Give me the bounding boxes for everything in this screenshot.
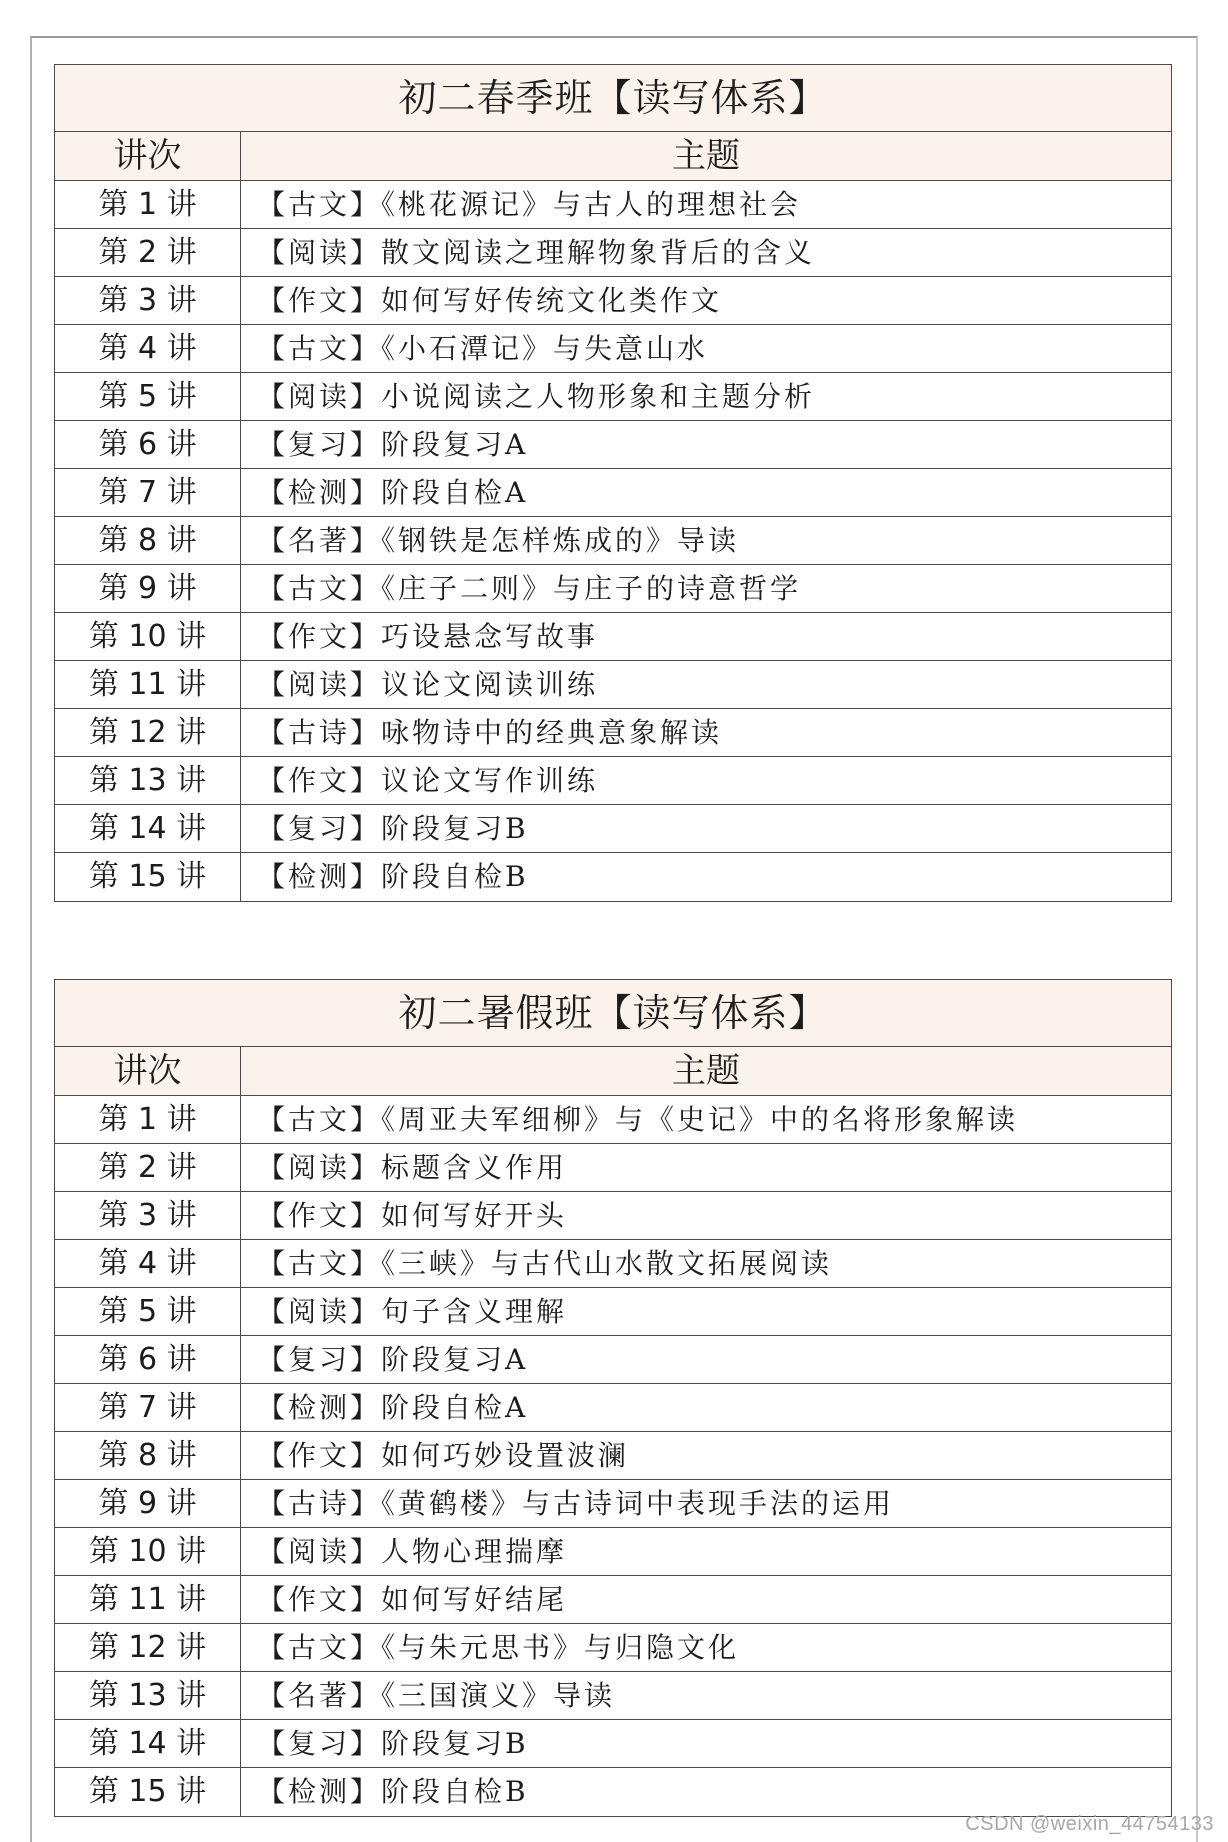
lecture-topic: 【阅读】小说阅读之人物形象和主题分析 bbox=[257, 380, 816, 413]
table-row bbox=[55, 373, 1171, 421]
summer-schedule-table bbox=[54, 979, 1172, 1817]
lecture-number: 第 2 讲 bbox=[55, 1144, 241, 1191]
lecture-topic: 【古文】《三峡》与古代山水散文拓展阅读 bbox=[257, 1247, 833, 1280]
lecture-topic: 【古文】《庄子二则》与庄子的诗意哲学 bbox=[257, 572, 802, 605]
lecture-topic: 【古文】《小石潭记》与失意山水 bbox=[257, 332, 709, 365]
table-row bbox=[55, 1624, 1171, 1672]
lecture-topic: 【阅读】标题含义作用 bbox=[257, 1151, 568, 1184]
table-row bbox=[55, 1720, 1171, 1768]
lecture-number: 第 7 讲 bbox=[55, 1384, 241, 1431]
topic-column-header: 主题 bbox=[672, 136, 740, 176]
table-row bbox=[55, 1528, 1171, 1576]
table-row bbox=[55, 469, 1171, 517]
lecture-topic: 【作文】如何写好结尾 bbox=[257, 1583, 568, 1616]
table-row bbox=[55, 1192, 1171, 1240]
lecture-number: 第 1 讲 bbox=[55, 1096, 241, 1143]
lecture-number: 第 12 讲 bbox=[55, 709, 241, 756]
table-row bbox=[55, 181, 1171, 229]
lecture-number: 第 4 讲 bbox=[55, 325, 241, 372]
lecture-topic: 【古诗】咏物诗中的经典意象解读 bbox=[257, 716, 723, 749]
lecture-number: 第 3 讲 bbox=[55, 1192, 241, 1239]
lecture-number: 第 2 讲 bbox=[55, 229, 241, 276]
lecture-number: 第 13 讲 bbox=[55, 1672, 241, 1719]
lecture-number: 第 14 讲 bbox=[55, 805, 241, 852]
table-row bbox=[55, 853, 1171, 901]
lecture-topic: 【复习】阶段复习B bbox=[257, 812, 529, 845]
lecture-topic: 【检测】阶段自检B bbox=[257, 860, 529, 893]
lecture-number: 第 8 讲 bbox=[55, 1432, 241, 1479]
lecture-number: 第 15 讲 bbox=[55, 1768, 241, 1816]
summer-table-body bbox=[55, 1096, 1171, 1816]
lecture-topic: 【检测】阶段自检A bbox=[257, 476, 529, 509]
lecture-topic: 【检测】阶段自检A bbox=[257, 1391, 529, 1424]
table-row bbox=[55, 1096, 1171, 1144]
lecture-number: 第 3 讲 bbox=[55, 277, 241, 324]
table-row bbox=[55, 421, 1171, 469]
lecture-topic: 【古诗】《黄鹤楼》与古诗词中表现手法的运用 bbox=[257, 1487, 895, 1520]
table-row bbox=[55, 1432, 1171, 1480]
lecture-topic: 【作文】巧设悬念写故事 bbox=[257, 620, 599, 653]
lecture-number: 第 14 讲 bbox=[55, 1720, 241, 1767]
lecture-topic: 【检测】阶段自检B bbox=[257, 1775, 529, 1808]
lecture-topic: 【名著】《三国演义》导读 bbox=[257, 1679, 616, 1712]
lecture-topic: 【名著】《钢铁是怎样炼成的》导读 bbox=[257, 524, 740, 557]
table-row bbox=[55, 229, 1171, 277]
topic-column-header: 主题 bbox=[672, 1051, 740, 1091]
lecture-number: 第 12 讲 bbox=[55, 1624, 241, 1671]
table-row bbox=[55, 1384, 1171, 1432]
lecture-number: 第 15 讲 bbox=[55, 853, 241, 901]
table-row bbox=[55, 565, 1171, 613]
table-row bbox=[55, 757, 1171, 805]
table-row bbox=[55, 1576, 1171, 1624]
lecture-number: 第 10 讲 bbox=[55, 613, 241, 660]
table-row bbox=[55, 1288, 1171, 1336]
lecture-column-header: 讲次 bbox=[55, 132, 241, 180]
lecture-topic: 【阅读】散文阅读之理解物象背后的含义 bbox=[257, 236, 816, 269]
lecture-number: 第 11 讲 bbox=[55, 661, 241, 708]
table-row bbox=[55, 517, 1171, 565]
lecture-column-header: 讲次 bbox=[55, 1047, 241, 1095]
spring-table-header bbox=[55, 132, 1171, 181]
table-row bbox=[55, 613, 1171, 661]
lecture-topic: 【古文】《周亚夫军细柳》与《史记》中的名将形象解读 bbox=[257, 1103, 1019, 1136]
lecture-topic: 【作文】议论文写作训练 bbox=[257, 764, 599, 797]
lecture-number: 第 9 讲 bbox=[55, 1480, 241, 1527]
lecture-topic: 【阅读】人物心理揣摩 bbox=[257, 1535, 568, 1568]
lecture-number: 第 5 讲 bbox=[55, 1288, 241, 1335]
lecture-number: 第 1 讲 bbox=[55, 181, 241, 228]
table-row bbox=[55, 277, 1171, 325]
table-row bbox=[55, 1672, 1171, 1720]
table-row bbox=[55, 1144, 1171, 1192]
lecture-number: 第 6 讲 bbox=[55, 421, 241, 468]
table-row bbox=[55, 709, 1171, 757]
lecture-topic: 【阅读】句子含义理解 bbox=[257, 1295, 568, 1328]
spring-schedule-table bbox=[54, 64, 1172, 902]
lecture-number: 第 5 讲 bbox=[55, 373, 241, 420]
lecture-topic: 【复习】阶段复习A bbox=[257, 428, 529, 461]
lecture-topic: 【古文】《与朱元思书》与归隐文化 bbox=[257, 1631, 740, 1664]
summer-table-header bbox=[55, 1047, 1171, 1096]
lecture-number: 第 4 讲 bbox=[55, 1240, 241, 1287]
table-row bbox=[55, 661, 1171, 709]
lecture-topic: 【复习】阶段复习B bbox=[257, 1727, 529, 1760]
table-row bbox=[55, 1336, 1171, 1384]
lecture-number: 第 8 讲 bbox=[55, 517, 241, 564]
lecture-number: 第 7 讲 bbox=[55, 469, 241, 516]
table-row bbox=[55, 1480, 1171, 1528]
lecture-topic: 【阅读】议论文阅读训练 bbox=[257, 668, 599, 701]
spring-table-title: 初二春季班【读写体系】 bbox=[55, 65, 1171, 132]
lecture-number: 第 6 讲 bbox=[55, 1336, 241, 1383]
lecture-number: 第 10 讲 bbox=[55, 1528, 241, 1575]
csdn-watermark: CSDN @weixin_44754133 bbox=[965, 1813, 1214, 1835]
lecture-topic: 【作文】如何写好开头 bbox=[257, 1199, 568, 1232]
lecture-number: 第 9 讲 bbox=[55, 565, 241, 612]
table-row bbox=[55, 325, 1171, 373]
lecture-topic: 【作文】如何巧妙设置波澜 bbox=[257, 1439, 630, 1472]
lecture-topic: 【古文】《桃花源记》与古人的理想社会 bbox=[257, 188, 802, 221]
lecture-topic: 【复习】阶段复习A bbox=[257, 1343, 529, 1376]
lecture-topic: 【作文】如何写好传统文化类作文 bbox=[257, 284, 723, 317]
lecture-number: 第 13 讲 bbox=[55, 757, 241, 804]
table-row bbox=[55, 805, 1171, 853]
lecture-number: 第 11 讲 bbox=[55, 1576, 241, 1623]
summer-table-title: 初二暑假班【读写体系】 bbox=[55, 980, 1171, 1047]
table-row bbox=[55, 1768, 1171, 1816]
spring-table-body bbox=[55, 181, 1171, 901]
table-row bbox=[55, 1240, 1171, 1288]
